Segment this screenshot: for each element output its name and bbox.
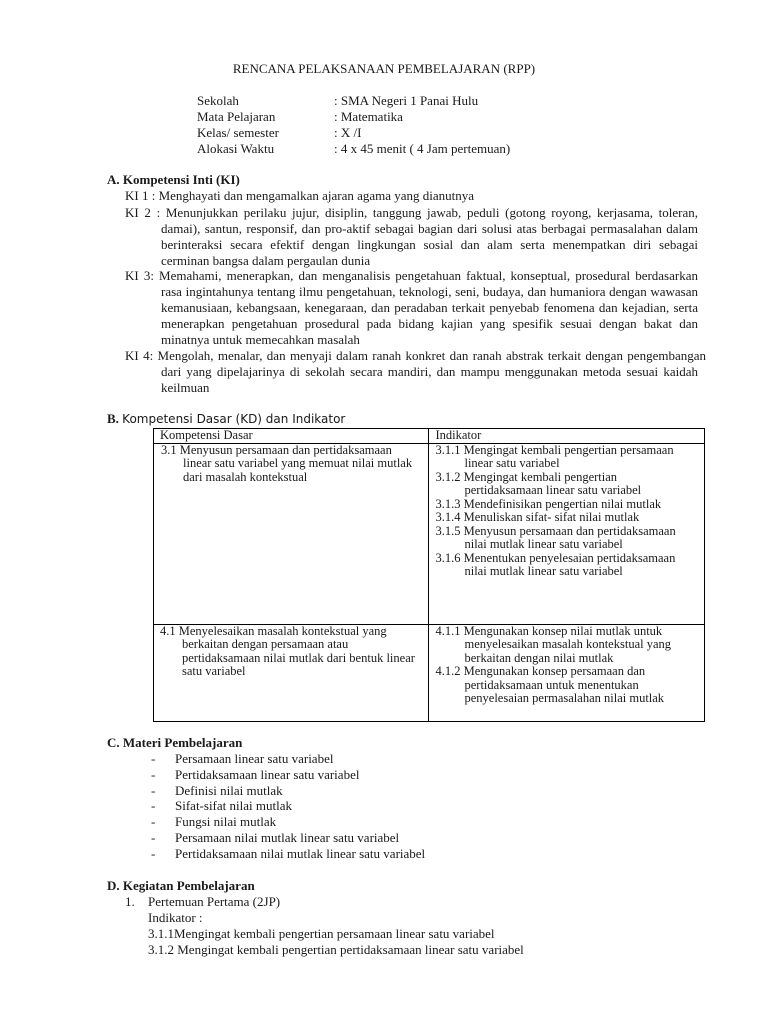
list-item-text: Persamaan linear satu variabel — [175, 751, 334, 766]
table-row — [154, 624, 705, 721]
indikator-item: 3.1.1 Mengingat kembali pengertian persamaan linear satu variabel — [435, 442, 674, 470]
info-row-sekolah — [197, 93, 478, 109]
kegiatan-indikator-line: 3.1.1Mengingat kembali pengertian persamaan linear satu variabel — [148, 926, 495, 941]
meeting-title: Pertemuan Pertama (2JP) — [148, 894, 281, 909]
ki-1-text: KI 1 : Menghayati dan mengamalkan ajaran agama yang dianutnya — [125, 188, 475, 203]
document-title: RENCANA PELAKSANAAN PEMBELAJARAN (RPP) — [232, 61, 536, 76]
table-row — [154, 443, 705, 624]
list-item-text: Sifat-sifat nilai mutlak — [175, 798, 292, 814]
table-header-kd: Kompetensi Dasar — [154, 429, 429, 444]
list-item — [151, 767, 425, 783]
bullet-dash: - — [151, 829, 156, 845]
indikator-item: 3.1.2 Mengingat kembali pengertian pertidaksamaan linear satu variabel — [435, 469, 642, 497]
info-value: : SMA Negeri 1 Panai Hulu — [334, 93, 479, 108]
bullet-dash: - — [151, 766, 156, 782]
section-c-heading: C. Materi Pembelajaran — [107, 735, 243, 750]
info-label: Sekolah — [197, 93, 239, 108]
indikator-item: 4.1.1 Mengunakan konsep nilai mutlak untuk menyelesaikan masalah kontekstual yang berkaitan dengan nilai mutlak — [435, 623, 672, 665]
ki-4-line: dari yang dipelajarinya di sekolah secara mandiri, dan mampu menggunakan metoda sesuai kaidah — [161, 364, 698, 379]
info-row-mapel — [197, 109, 403, 125]
indikator-item: 3.1.6 Menentukan penyelesaian pertidaksamaan nilai mutlak linear satu variabel — [435, 550, 676, 578]
list-item-text: Definisi nilai mutlak — [175, 782, 283, 798]
list-item-text: Persamaan nilai mutlak linear satu variabel — [175, 829, 400, 845]
kd-text: 3.1 Menyusun persamaan dan pertidaksamaan linear satu variabel yang memuat nilai mutlak dari masalah kontekstual — [161, 442, 413, 484]
indikator-cell — [429, 624, 705, 721]
indikator-item: 3.1.3 Mendefinisikan pengertian nilai mutlak — [435, 496, 662, 511]
kd-cell — [154, 443, 429, 624]
list-item — [151, 798, 425, 814]
table-header-row — [154, 429, 705, 444]
meeting-number: 1. — [125, 894, 135, 909]
kd-text: 4.1 Menyelesaikan masalah kontekstual yang berkaitan dengan persamaan atau pertidaksamaan nilai mutlak dari bentuk linear satu variabel — [160, 623, 415, 678]
bullet-dash: - — [151, 782, 156, 798]
bullet-dash: - — [151, 798, 156, 814]
ki-2-line: KI 2 : Menunjukkan perilaku jujur, disiplin, tanggung jawab, peduli (gotong royong, kerjasama, toleran, — [125, 205, 698, 220]
list-item — [151, 751, 425, 767]
ki-3-line: menerapkan pengetahuan prosedural pada bidang kajian yang spesifik sesuai dengan bakat dan — [161, 316, 698, 331]
section-b-title: Kompetensi Dasar (KD) dan Indikator — [122, 412, 346, 426]
ki-2 — [125, 205, 698, 269]
ki-4-line: KI 4: Mengolah, menalar, dan menyaji dalam ranah konkret dan ranah abstrak terkait dengan pengembangan — [125, 348, 706, 363]
list-item — [151, 783, 425, 799]
info-row-alokasi — [197, 141, 510, 157]
ki-3-line: kemanusiaan, kebangsaan, kenegaraan, dan peradaban terkait penyebab fenomena dan kejadian, serta — [161, 300, 698, 315]
indikator-item: 3.1.4 Menuliskan sifat- sifat nilai mutlak — [435, 510, 640, 524]
bullet-dash: - — [151, 845, 156, 861]
info-label: Alokasi Waktu — [197, 141, 275, 156]
info-label: Mata Pelajaran — [197, 109, 276, 124]
ki-4-line: keilmuan — [161, 380, 210, 395]
info-value: : X /I — [334, 125, 362, 140]
bullet-dash: - — [151, 751, 156, 766]
ki-2-line: damai), santun, responsif, dan pro-aktif sebagai bagian dari solusi atas berbagai permasalahan dalam — [161, 221, 698, 236]
indikator-cell — [429, 443, 705, 624]
ki-4 — [125, 348, 706, 396]
materi-list — [151, 751, 425, 862]
list-item-text: Pertidaksamaan linear satu variabel — [175, 766, 360, 782]
indikator-label: Indikator : — [148, 910, 203, 925]
info-value: : 4 x 45 menit ( 4 Jam pertemuan) — [334, 141, 511, 156]
ki-3-line: KI 3: Memahami, menerapkan, dan menganalisis pengetahuan faktual, konseptual, prosedural berdasarkan — [125, 268, 698, 283]
info-value: : Matematika — [334, 109, 403, 124]
indikator-item: 3.1.5 Menyusun persamaan dan pertidaksamaan nilai mutlak linear satu variabel — [435, 523, 676, 551]
section-a-heading: A. Kompetensi Inti (KI) — [107, 172, 240, 187]
list-item-text: Pertidaksamaan nilai mutlak linear satu variabel — [175, 845, 426, 861]
list-item — [151, 814, 425, 830]
section-d-heading: D. Kegiatan Pembelajaran — [107, 878, 255, 893]
table-header-indikator: Indikator — [429, 429, 705, 444]
ki-2-line: berinteraksi secara efektif dengan lingkungan sosial dan alam serta menempatkan diri sebagai — [161, 237, 698, 252]
info-row-kelas — [197, 125, 361, 141]
ki-3 — [125, 268, 698, 348]
ki-1 — [125, 188, 698, 204]
kd-indikator-table — [153, 428, 705, 722]
section-b-letter: B. — [107, 411, 119, 426]
ki-3-line: rasa ingintahunya tentang ilmu pengetahuan, teknologi, seni, budaya, dan humaniora dengan wawasan — [161, 284, 698, 299]
meeting-line — [125, 894, 280, 910]
info-label: Kelas/ semester — [197, 125, 279, 140]
indikator-item: 4.1.2 Mengunakan konsep persamaan dan pertidaksamaan untuk menentukan penyelesaian permasalahan nilai mutlak — [435, 664, 665, 705]
list-item — [151, 846, 425, 862]
list-item — [151, 830, 425, 846]
ki-3-line: minatnya untuk memecahkan masalah — [161, 332, 360, 347]
section-b-heading — [107, 411, 345, 427]
list-item-text: Fungsi nilai mutlak — [175, 814, 277, 830]
kd-cell — [154, 624, 429, 721]
bullet-dash: - — [151, 814, 156, 830]
kegiatan-indikator-line: 3.1.2 Mengingat kembali pengertian pertidaksamaan linear satu variabel — [148, 942, 524, 957]
ki-2-line: cerminan bangsa dalam pergaulan dunia — [161, 253, 371, 268]
